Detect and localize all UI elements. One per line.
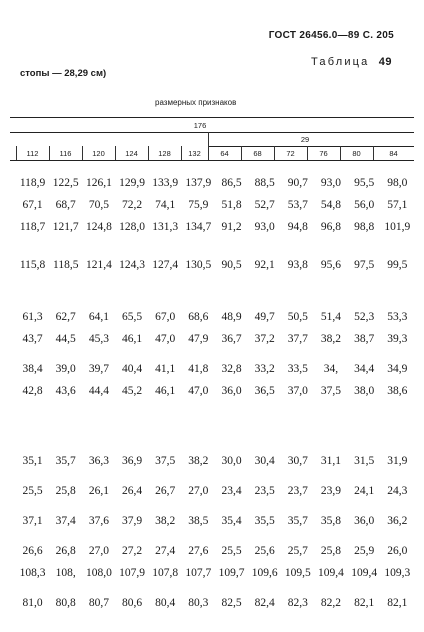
table-cell: 47,0 [188, 385, 209, 397]
table-cell: 91,2 [221, 221, 242, 233]
table-cell: 86,5 [221, 177, 242, 189]
table-cell: 27,6 [188, 545, 209, 557]
page-header: ГОСТ 26456.0—89 С. 205 [268, 30, 394, 41]
table-cell: 50,5 [287, 311, 308, 323]
table-cell: 93,0 [320, 177, 342, 189]
table-row [16, 216, 414, 238]
table-cell: 47,0 [155, 333, 176, 345]
table-row [16, 328, 414, 350]
table-row [16, 592, 414, 614]
table-cell: 35,7 [287, 515, 308, 527]
column-header: 68 [253, 149, 262, 158]
table-title-label: Таблица [310, 56, 370, 68]
column-header: 80 [352, 149, 361, 158]
table-cell: 43,6 [55, 385, 76, 397]
table-cell: 41,8 [188, 363, 209, 375]
table-cell: 37,0 [287, 385, 308, 397]
table-cell: 26,0 [387, 545, 408, 557]
table-row [16, 510, 414, 532]
table-cell: 26,8 [55, 545, 76, 557]
table-cell: 128,0 [119, 221, 145, 233]
table-cell: 39,3 [387, 333, 408, 345]
table-cell: 26,6 [22, 545, 43, 557]
row-spacer [16, 402, 414, 450]
table-cell: 124,8 [85, 221, 112, 233]
table-cell: 35,5 [254, 515, 275, 527]
header-rule-top [10, 117, 414, 118]
table-cell: 36,0 [354, 515, 375, 527]
table-cell: 45,3 [88, 333, 109, 345]
column-header: 120 [92, 149, 105, 158]
column-header: 76 [319, 149, 328, 158]
table-cell: 62,7 [55, 311, 76, 323]
table-cell: 127,4 [152, 259, 179, 271]
table-cell: 38,7 [354, 333, 375, 345]
row-spacer [16, 532, 414, 540]
table-cell: 36,2 [387, 515, 408, 527]
table-cell: 37,9 [121, 515, 143, 527]
header-rule-176 [10, 132, 414, 133]
table-cell: 23,7 [287, 485, 308, 497]
table-cell: 88,5 [254, 177, 275, 189]
table-cell: 39,0 [55, 363, 76, 375]
table-row [16, 562, 414, 584]
table-cell: 122,5 [52, 177, 79, 189]
table-cell: 25,8 [320, 545, 342, 557]
table-cell: 118,9 [19, 177, 46, 189]
data-table [16, 172, 414, 614]
table-cell: 33,5 [287, 363, 308, 375]
table-cell: 34,9 [387, 363, 408, 375]
header-group-176: 176 [193, 121, 207, 130]
data-table-body [16, 172, 414, 614]
table-cell: 72,2 [121, 199, 143, 211]
table-cell: 27,0 [188, 485, 209, 497]
table-cell: 81,0 [22, 597, 43, 609]
table-cell: 47,9 [188, 333, 209, 345]
table-cell: 31,1 [320, 455, 342, 467]
table-cell: 109,6 [251, 567, 278, 579]
table-cell: 121,7 [52, 221, 79, 233]
column-header: 116 [59, 149, 72, 158]
table-cell: 98,8 [354, 221, 375, 233]
table-cell: 82,3 [287, 597, 308, 609]
table-cell: 38,2 [320, 333, 342, 345]
row-spacer [16, 276, 414, 306]
table-cell: 37,6 [88, 515, 109, 527]
table-cell: 82,1 [354, 597, 375, 609]
table-cell: 26,4 [121, 485, 143, 497]
table-cell: 26,1 [88, 485, 109, 497]
table-row [16, 194, 414, 216]
table-cell: 45,2 [121, 385, 143, 397]
table-cell: 51,8 [221, 199, 242, 211]
table-cell: 38,4 [22, 363, 43, 375]
table-cell: 75,9 [188, 199, 209, 211]
table-cell: 109,5 [284, 567, 311, 579]
table-cell: 65,5 [121, 311, 143, 323]
table-cell: 99,5 [387, 259, 408, 271]
table-cell: 107,7 [185, 567, 212, 579]
subheading: размерных признаков [155, 98, 237, 107]
table-row [16, 450, 414, 472]
header-group-29: 29 [300, 135, 310, 144]
row-spacer-cell [16, 584, 414, 592]
table-row [16, 254, 414, 276]
table-cell: 95,6 [320, 259, 342, 271]
table-cell: 82,4 [254, 597, 275, 609]
column-header: 112 [26, 149, 39, 158]
table-cell: 44,4 [88, 385, 109, 397]
table-cell: 46,1 [155, 385, 176, 397]
table-cell: 80,3 [188, 597, 209, 609]
table-cell: 23,5 [254, 485, 275, 497]
table-cell: 80,4 [155, 597, 176, 609]
table-cell: 121,4 [85, 259, 112, 271]
table-cell: 64,1 [88, 311, 109, 323]
table-cell: 118,7 [19, 221, 46, 233]
table-cell: 53,7 [287, 199, 308, 211]
table-cell: 54,8 [320, 199, 342, 211]
table-cell: 38,2 [155, 515, 176, 527]
table-cell: 90,5 [221, 259, 242, 271]
table-cell: 25,8 [55, 485, 76, 497]
table-cell: 38,0 [354, 385, 375, 397]
table-cell: 96,8 [320, 221, 342, 233]
row-spacer-cell [16, 402, 414, 450]
table-cell: 38,6 [387, 385, 408, 397]
table-cell: 37,7 [287, 333, 308, 345]
table-cell: 48,9 [221, 311, 242, 323]
table-title [311, 56, 392, 68]
table-cell: 27,4 [155, 545, 176, 557]
table-row [16, 380, 414, 402]
table-cell: 82,2 [320, 597, 342, 609]
column-header: 124 [125, 149, 138, 158]
table-cell: 37,5 [320, 385, 342, 397]
table-cell: 36,0 [221, 385, 242, 397]
table-cell: 108, [55, 567, 76, 579]
table-cell: 25,7 [287, 545, 308, 557]
table-cell: 23,9 [320, 485, 342, 497]
column-header: 64 [220, 149, 229, 158]
table-cell: 115,8 [19, 259, 46, 271]
table-cell: 34,4 [354, 363, 375, 375]
table-cell: 34, [323, 363, 339, 375]
table-cell: 44,5 [55, 333, 76, 345]
table-cell: 39,7 [88, 363, 109, 375]
table-cell: 43,7 [22, 333, 43, 345]
table-cell: 36,7 [221, 333, 242, 345]
table-cell: 107,9 [119, 567, 145, 579]
table-cell: 124,3 [119, 259, 145, 271]
table-cell: 30,7 [287, 455, 308, 467]
table-cell: 130,5 [185, 259, 212, 271]
table-cell: 25,5 [22, 485, 43, 497]
table-cell: 35,8 [320, 515, 342, 527]
table-cell: 70,5 [88, 199, 109, 211]
table-row [16, 358, 414, 380]
table-cell: 27,0 [88, 545, 109, 557]
table-cell: 36,3 [88, 455, 109, 467]
row-spacer [16, 502, 414, 510]
table-cell: 118,5 [53, 259, 79, 271]
table-cell: 90,7 [287, 177, 308, 189]
table-cell: 24,1 [354, 485, 375, 497]
header-rule-bottom [10, 160, 414, 161]
table-cell: 61,3 [22, 311, 43, 323]
table-cell: 80,7 [88, 597, 109, 609]
row-spacer-cell [16, 532, 414, 540]
table-cell: 30,4 [254, 455, 275, 467]
table-cell: 37,1 [22, 515, 43, 527]
table-cell: 93,0 [254, 221, 275, 233]
table-cell: 97,5 [354, 259, 375, 271]
table-cell: 68,6 [188, 311, 209, 323]
table-cell: 107,8 [152, 567, 179, 579]
row-spacer-cell [16, 502, 414, 510]
row-spacer [16, 350, 414, 358]
table-cell: 108,3 [19, 567, 46, 579]
table-cell: 52,3 [354, 311, 375, 323]
table-cell: 36,5 [254, 385, 275, 397]
table-cell: 108,0 [85, 567, 112, 579]
table-cell: 80,8 [55, 597, 76, 609]
table-cell: 35,7 [55, 455, 76, 467]
table-cell: 30,0 [221, 455, 242, 467]
table-cell: 80,6 [121, 597, 143, 609]
table-cell: 68,7 [55, 199, 76, 211]
table-cell: 25,5 [221, 545, 242, 557]
table-cell: 56,0 [354, 199, 375, 211]
table-cell: 129,9 [119, 177, 145, 189]
table-cell: 109,7 [218, 567, 245, 579]
table-cell: 37,4 [55, 515, 76, 527]
table-cell: 25,6 [254, 545, 275, 557]
table-row [16, 306, 414, 328]
table-cell: 38,2 [188, 455, 209, 467]
row-spacer [16, 584, 414, 592]
table-cell: 41,1 [155, 363, 176, 375]
column-header: 72 [286, 149, 295, 158]
table-cell: 27,2 [121, 545, 143, 557]
table-cell: 137,9 [185, 177, 212, 189]
table-cell: 51,4 [320, 311, 342, 323]
table-cell: 35,1 [22, 455, 43, 467]
table-cell: 109,4 [318, 567, 344, 579]
table-cell: 109,3 [384, 567, 411, 579]
table-cell: 38,5 [188, 515, 209, 527]
table-cell: 33,2 [254, 363, 275, 375]
table-row [16, 540, 414, 562]
table-cell: 133,9 [152, 177, 179, 189]
table-cell: 42,8 [22, 385, 43, 397]
table-cell: 49,7 [254, 311, 275, 323]
column-header: 132 [188, 149, 201, 158]
table-cell: 98,0 [387, 177, 408, 189]
table-cell: 24,3 [387, 485, 408, 497]
table-cell: 109,4 [351, 567, 378, 579]
table-cell: 95,5 [354, 177, 375, 189]
table-cell: 26,7 [155, 485, 176, 497]
row-spacer [16, 472, 414, 480]
table-cell: 74,1 [155, 199, 176, 211]
column-header: 128 [158, 149, 171, 158]
table-row [16, 480, 414, 502]
row-spacer-cell [16, 350, 414, 358]
table-cell: 67,1 [22, 199, 43, 211]
table-cell: 25,9 [354, 545, 375, 557]
table-cell: 131,3 [152, 221, 179, 233]
table-cell: 37,5 [155, 455, 176, 467]
table-cell: 67,0 [155, 311, 176, 323]
table-cell: 31,5 [354, 455, 375, 467]
table-cell: 82,1 [387, 597, 408, 609]
table-row [16, 172, 414, 194]
table-cell: 82,5 [221, 597, 242, 609]
table-cell: 94,8 [287, 221, 308, 233]
table-cell: 23,4 [221, 485, 242, 497]
row-spacer [16, 238, 414, 254]
table-cell: 40,4 [121, 363, 143, 375]
table-number: 49 [378, 56, 392, 68]
table-cell: 31,9 [387, 455, 408, 467]
row-spacer-cell [16, 276, 414, 306]
row-spacer-cell [16, 472, 414, 480]
table-cell: 52,7 [254, 199, 275, 211]
table-cell: 101,9 [384, 221, 411, 233]
table-cell: 32,8 [221, 363, 242, 375]
table-cell: 57,1 [387, 199, 408, 211]
row-spacer-cell [16, 238, 414, 254]
table-cell: 37,2 [254, 333, 275, 345]
table-cell: 92,1 [254, 259, 275, 271]
table-cell: 93,8 [287, 259, 308, 271]
table-cell: 126,1 [85, 177, 112, 189]
table-cell: 35,4 [221, 515, 242, 527]
table-cell: 46,1 [121, 333, 143, 345]
table-cell: 36,9 [121, 455, 143, 467]
column-header: 84 [389, 149, 398, 158]
header-rule-29 [208, 146, 414, 147]
header-continuation: стопы — 28,29 см) [20, 68, 107, 79]
table-cell: 134,7 [185, 221, 212, 233]
table-cell: 53,3 [387, 311, 408, 323]
